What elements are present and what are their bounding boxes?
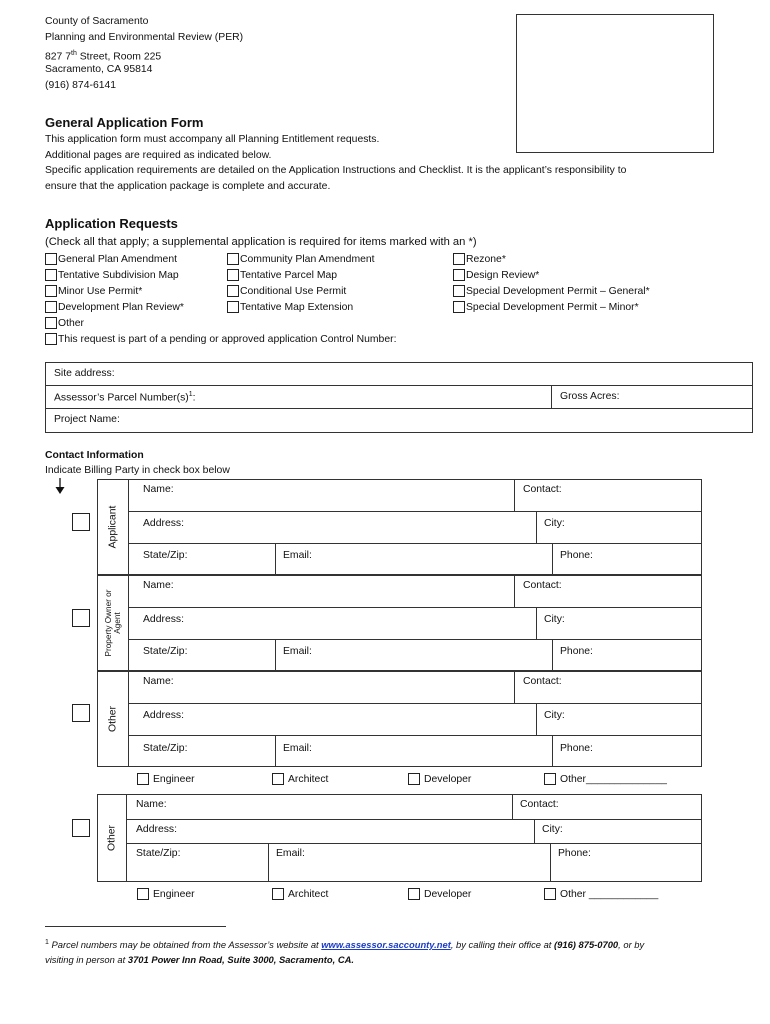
intro-line-4: ensure that the application package is complete and accurate. <box>45 181 331 192</box>
checkbox[interactable] <box>227 253 239 265</box>
checkbox[interactable] <box>227 301 239 313</box>
request-development-plan-review[interactable]: Development Plan Review* <box>45 300 184 314</box>
city-field[interactable]: City: <box>544 614 565 625</box>
name-field[interactable]: Name: <box>143 484 174 495</box>
parcel-number-field[interactable]: Assessor’s Parcel $Number(s)^1$: Gross Acres: <box>46 386 752 409</box>
request-tentative-parcel-map[interactable]: Tentative Parcel Map <box>227 268 337 282</box>
request-sdp-general[interactable]: Special Development Permit – General* <box>453 284 650 298</box>
role-engineer-1[interactable]: Engineer <box>137 772 195 786</box>
role-architect-1[interactable]: Architect <box>272 772 328 786</box>
name-field[interactable]: Name: <box>143 676 174 687</box>
request-other[interactable]: Other <box>45 316 84 330</box>
other-label: Other <box>107 706 119 732</box>
contact-info-subtitle: Indicate Billing Party in check box below <box>45 465 230 476</box>
footnote: $^1$ Parcel numbers may be obtained from the Assessor’s website at www.assessor.saccounty.net, by calling their office at (916) 875-0700, or by visiting in person at 3701 Power Inn Road, Suite 3000, Sacramento, CA. <box>45 939 645 966</box>
checkbox[interactable] <box>453 269 465 281</box>
checkbox[interactable] <box>272 773 284 785</box>
owner-block <box>97 575 702 671</box>
down-arrow-icon <box>53 477 67 495</box>
checkbox[interactable] <box>45 285 57 297</box>
owner-agent-label: Property Owner or Agent <box>104 589 122 657</box>
phone-field[interactable]: Phone: <box>560 743 593 754</box>
request-rezone[interactable]: Rezone* <box>453 252 506 266</box>
checkbox[interactable] <box>45 253 57 265</box>
phone-field[interactable]: Phone: <box>560 550 593 561</box>
role-developer-2[interactable]: Developer <box>408 887 471 901</box>
address-field[interactable]: Address: <box>143 614 185 625</box>
state-zip-field[interactable]: State/Zip: <box>143 646 188 657</box>
state-zip-field[interactable]: State/Zip: <box>143 743 188 754</box>
division-name: Planning and Environmental Review (PER) <box>45 32 244 43</box>
request-general-plan-amendment[interactable]: General Plan Amendment <box>45 252 177 266</box>
intro-line-1: This application form must accompany all Planning Entitlement requests. <box>45 134 380 145</box>
checkbox[interactable] <box>227 285 239 297</box>
email-field[interactable]: Email: <box>276 848 305 859</box>
checkbox[interactable] <box>544 888 556 900</box>
assessor-website-link[interactable]: www.assessor.saccounty.net <box>321 939 451 951</box>
billing-applicant-checkbox[interactable] <box>72 513 90 531</box>
phone-field[interactable]: Phone: <box>560 646 593 657</box>
other2-block <box>97 794 702 882</box>
contact-info-title: Contact Information <box>45 450 144 461</box>
requests-subtitle: (Check all that apply; a supplemental application is required for items marked with an *) <box>45 236 477 248</box>
checkbox[interactable] <box>453 253 465 265</box>
applicant-block <box>97 479 702 575</box>
contact-field[interactable]: Contact: <box>523 484 562 495</box>
address-field[interactable]: Address: <box>136 824 178 835</box>
checkbox[interactable] <box>227 269 239 281</box>
contact-field[interactable]: Contact: <box>523 676 562 687</box>
checkbox[interactable] <box>45 333 57 345</box>
address-field[interactable]: Address: <box>143 710 185 721</box>
billing-other2-checkbox[interactable] <box>72 819 90 837</box>
intro-line-3: Specific application requirements are detailed on the Application Instructions and Checklist. It is the applicant’s responsibility to <box>45 165 627 176</box>
city-field[interactable]: City: <box>544 710 565 721</box>
request-tentative-map-extension[interactable]: Tentative Map Extension <box>227 300 353 314</box>
other-block <box>97 671 702 767</box>
role-other-2[interactable]: Other ____________ <box>544 887 658 901</box>
office-use-stamp-box <box>516 14 714 153</box>
form-title: General Application Form <box>45 115 204 130</box>
requests-title: Application Requests <box>45 216 178 231</box>
name-field[interactable]: Name: <box>143 580 174 591</box>
request-conditional-use-permit[interactable]: Conditional Use Permit <box>227 284 346 298</box>
contact-field[interactable]: Contact: <box>523 580 562 591</box>
checkbox[interactable] <box>45 301 57 313</box>
checkbox[interactable] <box>408 773 420 785</box>
checkbox[interactable] <box>453 301 465 313</box>
phone-field[interactable]: Phone: <box>558 848 591 859</box>
project-name-field[interactable]: Project Name: <box>54 414 120 425</box>
checkbox[interactable] <box>137 888 149 900</box>
gross-acres-field[interactable]: Gross Acres: <box>560 391 620 402</box>
request-design-review[interactable]: Design Review* <box>453 268 539 282</box>
request-community-plan-amendment[interactable]: Community Plan Amendment <box>227 252 375 266</box>
role-other-1[interactable]: Other______________ <box>544 772 667 786</box>
checkbox[interactable] <box>272 888 284 900</box>
email-field[interactable]: Email: <box>283 743 312 754</box>
checkbox[interactable] <box>408 888 420 900</box>
contact-field[interactable]: Contact: <box>520 799 559 810</box>
applicant-label: Applicant <box>107 505 119 549</box>
checkbox[interactable] <box>544 773 556 785</box>
role-developer-1[interactable]: Developer <box>408 772 471 786</box>
state-zip-field[interactable]: State/Zip: <box>143 550 188 561</box>
checkbox[interactable] <box>137 773 149 785</box>
site-address-field[interactable]: Site address: <box>46 363 752 386</box>
intro-line-2: Additional pages are required as indicated below. <box>45 150 272 161</box>
street-address: 827 7th Street, Room 225 <box>45 50 162 63</box>
footnote-divider <box>45 926 226 927</box>
other2-label: Other <box>106 825 118 851</box>
billing-other-checkbox[interactable] <box>72 704 90 722</box>
phone-number: (916) 874-6141 <box>45 80 117 91</box>
site-info-table <box>45 362 753 433</box>
city-line: Sacramento, CA 95814 <box>45 64 153 75</box>
role-architect-2[interactable]: Architect <box>272 887 328 901</box>
request-tentative-subdivision-map[interactable]: Tentative Subdivision Map <box>45 268 179 282</box>
request-sdp-minor[interactable]: Special Development Permit – Minor* <box>453 300 639 314</box>
role-engineer-2[interactable]: Engineer <box>137 887 195 901</box>
checkbox[interactable] <box>453 285 465 297</box>
address-field[interactable]: Address: <box>143 518 185 529</box>
request-pending-control-number[interactable]: This request is part of a pending or approved application Control Number: <box>45 332 396 346</box>
state-zip-field[interactable]: State/Zip: <box>136 848 181 859</box>
city-field[interactable]: City: <box>544 518 565 529</box>
request-minor-use-permit[interactable]: Minor Use Permit* <box>45 284 142 298</box>
city-field[interactable]: City: <box>542 824 563 835</box>
email-field[interactable]: Email: <box>283 550 312 561</box>
checkbox[interactable] <box>45 269 57 281</box>
billing-owner-checkbox[interactable] <box>72 609 90 627</box>
checkbox[interactable] <box>45 317 57 329</box>
name-field[interactable]: Name: <box>136 799 167 810</box>
agency-name: County of Sacramento <box>45 16 149 27</box>
email-field[interactable]: Email: <box>283 646 312 657</box>
